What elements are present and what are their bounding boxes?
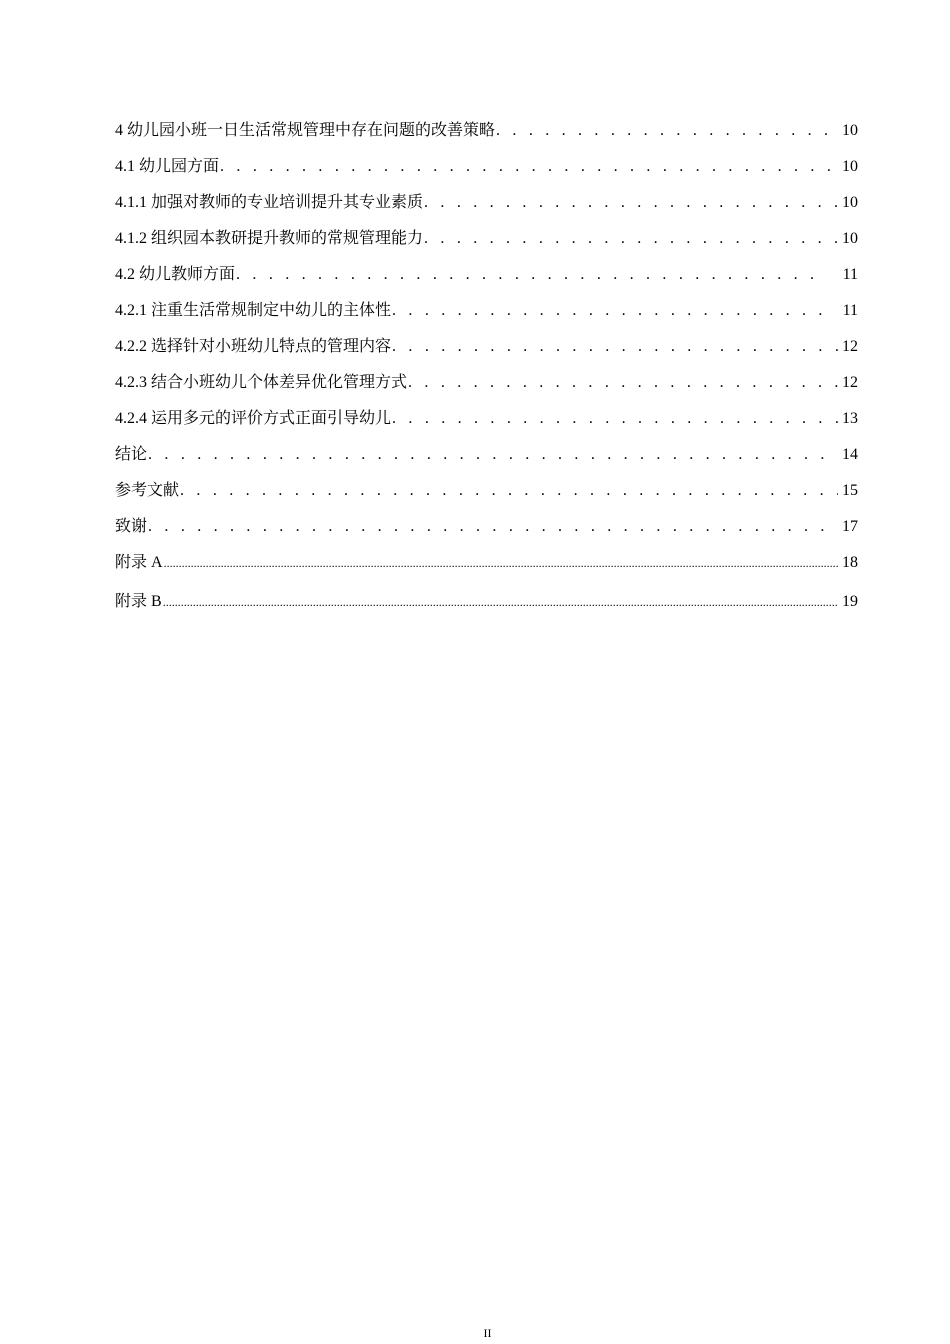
toc-entry-label: 4.2.3 结合小班幼儿个体差异优化管理方式 [115, 374, 408, 391]
toc-entry-page: 13 [842, 410, 858, 427]
dot-leader [148, 443, 838, 467]
page-number: II [483, 1326, 492, 1340]
toc-entry[interactable] [115, 590, 858, 629]
dot-leader [163, 590, 838, 614]
toc-entry-label: 4.2.2 选择针对小班幼儿特点的管理内容 [115, 338, 392, 355]
toc-entry-label: 致谢 [115, 518, 148, 535]
toc-entry-label: 4.1.2 组织园本教研提升教师的常规管理能力 [115, 230, 424, 247]
dot-leader [392, 407, 838, 431]
dot-leader [392, 299, 826, 323]
dot-leader [236, 263, 826, 287]
toc-entry[interactable] [115, 263, 858, 299]
dot-leader [424, 227, 838, 251]
toc-entry[interactable] [115, 335, 858, 371]
toc-entry-label: 附录 B [115, 593, 162, 610]
toc-entry-label: 附录 A [115, 554, 163, 571]
toc-entry-page: 10 [842, 194, 858, 211]
toc-entry[interactable] [115, 515, 858, 551]
dot-leader [148, 515, 838, 539]
toc-entry-label: 结论 [115, 446, 148, 463]
dot-leader [496, 119, 838, 143]
toc-entry-page: 10 [842, 230, 858, 247]
dot-leader [392, 335, 838, 359]
toc-entry[interactable] [115, 443, 858, 479]
toc-entry-page: 11 [842, 266, 858, 283]
toc-entry-page: 19 [842, 593, 858, 610]
toc-entry[interactable] [115, 479, 858, 515]
toc-entry-label: 4.2.1 注重生活常规制定中幼儿的主体性 [115, 302, 392, 319]
dot-leader [424, 191, 838, 215]
toc-entry-label: 4.2.4 运用多元的评价方式正面引导幼儿 [115, 410, 392, 427]
dot-leader [408, 371, 838, 395]
toc-entry-page: 18 [842, 554, 858, 571]
toc-entry-page: 15 [842, 482, 858, 499]
toc-entry[interactable] [115, 191, 858, 227]
toc-entry-label: 4.2 幼儿教师方面 [115, 266, 236, 283]
dot-leader [180, 479, 838, 503]
toc-entry-page: 10 [842, 122, 858, 139]
table-of-contents [115, 119, 858, 629]
toc-entry[interactable] [115, 371, 858, 407]
toc-entry-page: 12 [842, 374, 858, 391]
toc-entry[interactable] [115, 227, 858, 263]
toc-entry[interactable] [115, 299, 858, 335]
toc-entry[interactable] [115, 551, 858, 590]
toc-entry-page: 12 [842, 338, 858, 355]
toc-entry-page: 11 [842, 302, 858, 319]
dot-leader [164, 551, 838, 575]
toc-entry-label: 4 幼儿园小班一日生活常规管理中存在问题的改善策略 [115, 122, 496, 139]
toc-entry[interactable] [115, 119, 858, 155]
toc-entry[interactable] [115, 407, 858, 443]
dot-leader [220, 155, 838, 179]
toc-entry-page: 10 [842, 158, 858, 175]
toc-entry-page: 14 [842, 446, 858, 463]
toc-entry-label: 4.1 幼儿园方面 [115, 158, 220, 175]
toc-entry-label: 4.1.1 加强对教师的专业培训提升其专业素质 [115, 194, 424, 211]
toc-entry[interactable] [115, 155, 858, 191]
toc-entry-page: 17 [842, 518, 858, 535]
toc-entry-label: 参考文献 [115, 482, 180, 499]
